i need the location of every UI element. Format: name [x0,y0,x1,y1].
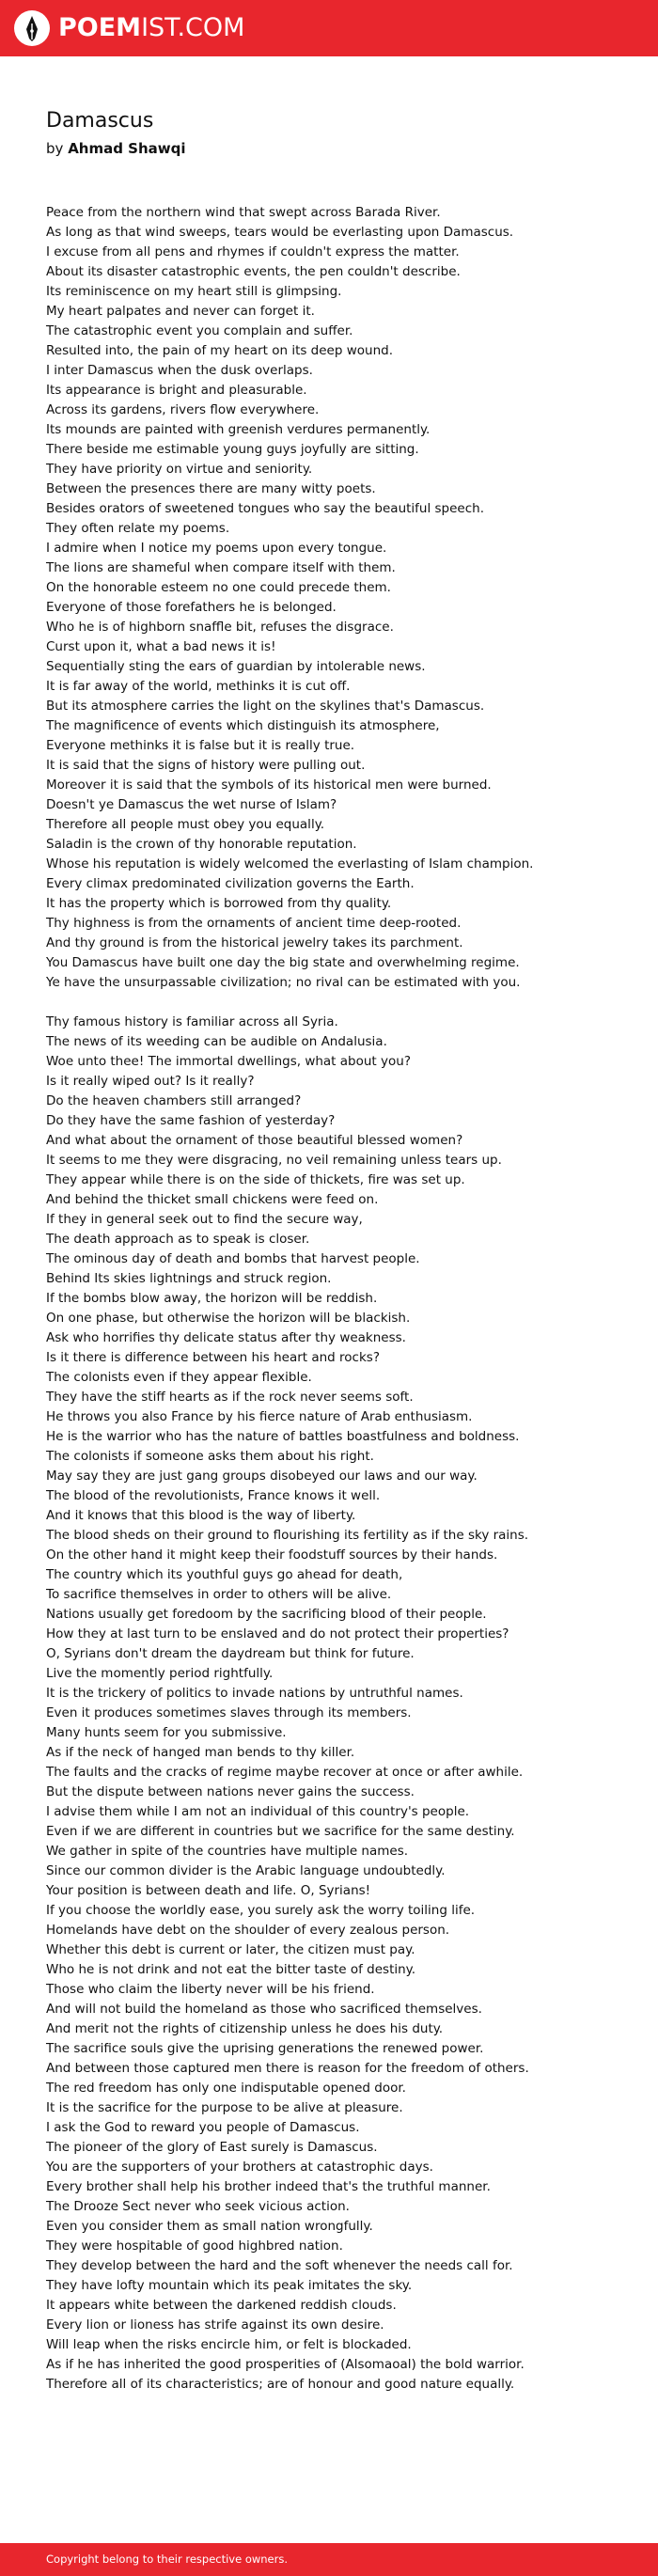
poem-line: Even you consider them as small nation wrongfully. [46,2219,373,2234]
poem-line: Behind Its skies lightnings and struck region. [46,1271,332,1286]
poem-line: Its reminiscence on my heart still is glimpsing. [46,284,342,299]
poem-line: Whether this debt is current or later, the citizen must pay. [46,1942,415,1957]
poem-line: My heart palpates and never can forget it. [46,304,315,319]
poem-line: Your position is between death and life. O, Syrians! [46,1883,371,1898]
poem-line: Moreover it is said that the symbols of its historical men were burned. [46,778,492,793]
poem-line: I admire when I notice my poems upon every tongue. [46,541,387,556]
poem-line: They have priority on virtue and seniority. [46,462,313,477]
poem-line: The Drooze Sect never who seek vicious action. [46,2199,350,2214]
copyright-text: Copyright belong to their respective owners. [46,2552,289,2566]
poem-line: Is it really wiped out? Is it really? [46,1074,255,1089]
poem-line: The country which its youthful guys go ahead for death, [46,1567,403,1582]
poem-line: The ominous day of death and bombs that harvest people. [46,1251,420,1266]
poem-line: Live the momently period rightfully. [46,1666,274,1681]
poem-line: Saladin is the crown of thy honorable reputation. [46,837,357,852]
poem-line: Homelands have debt on the shoulder of every zealous person. [46,1923,450,1938]
poem-line: But its atmosphere carries the light on the skylines that's Damascus. [46,699,485,714]
poem-line: Across its gardens, rivers flow everywhere. [46,402,320,417]
poem-line: Even it produces sometimes slaves through its members. [46,1705,412,1720]
poem-line: Sequentially sting the ears of guardian by intolerable news. [46,659,426,674]
poem-line: On the other hand it might keep their foodstuff sources by their hands. [46,1547,498,1563]
poem-line: The red freedom has only one indisputable opened door. [46,2081,406,2096]
poem-line: The faults and the cracks of regime maybe recover at once or after awhile. [46,1765,524,1780]
poem-line: Every brother shall help his brother indeed that's the truthful manner. [46,2179,491,2194]
poem-line: As if the neck of hanged man bends to thy killer. [46,1745,355,1760]
poem-line: How they at last turn to be enslaved and do not protect their properties? [46,1626,509,1641]
poem-line: Those who claim the liberty never will be his friend. [46,1982,375,1997]
poem-line: He throws you also France by his fierce nature of Arab enthusiasm. [46,1409,473,1424]
site-header [0,0,658,56]
poem-line: Peace from the northern wind that swept across Barada River. [46,205,441,220]
poem-line: Ask who horrifies thy delicate status after thy weakness. [46,1330,406,1345]
poem-line: They have lofty mountain which its peak imitates the sky. [46,2278,413,2293]
poem-line: The blood sheds on their ground to flourishing its fertility as if the sky rains. [46,1528,529,1543]
poem-line: The news of its weeding can be audible on Andalusia. [46,1034,387,1049]
poem-line: Besides orators of sweetened tongues who say the beautiful speech. [46,501,485,516]
poem-line: And what about the ornament of those beautiful blessed women? [46,1133,463,1148]
poem-line: The magnificence of events which distinguish its atmosphere, [46,718,440,733]
poem-line: Is it there is difference between his heart and rocks? [46,1350,380,1365]
poem-line: Every lion or lioness has strife against its own desire. [46,2317,384,2333]
poem-line: Resulted into, the pain of my heart on its deep wound. [46,343,394,358]
poem-line: O, Syrians don't dream the daydream but think for future. [46,1646,415,1661]
poem-line: And will not build the homeland as those who sacrificed themselves. [46,2002,482,2017]
poem-line: The colonists even if they appear flexible. [46,1370,312,1385]
poem-line: Curst upon it, what a bad news it is! [46,639,276,654]
poem-line: They appear while there is on the side of thickets, fire was set up. [46,1172,465,1187]
by-label: by [46,140,64,157]
poem-line: On one phase, but otherwise the horizon will be blackish. [46,1311,411,1326]
poem-line: Do the heaven chambers still arranged? [46,1093,302,1108]
poem-line: And merit not the rights of citizenship unless he does his duty. [46,2021,444,2036]
poem-line: It is said that the signs of history were pulling out. [46,758,366,773]
poem-line: They were hospitable of good highbred nation. [46,2238,343,2254]
poem-line: You Damascus have built one day the big state and overwhelming regime. [46,955,520,970]
logo-rest-text: IST.COM [141,13,245,42]
poem-line: The colonists if someone asks them about his right. [46,1449,374,1464]
poem-line: They often relate my poems. [46,521,230,536]
poem-line: Since our common divider is the Arabic language undoubtedly. [46,1863,446,1878]
poem-line: Whose his reputation is widely welcomed the everlasting of Islam champion. [46,856,534,872]
poem-line: As if he has inherited the good prosperities of (Alsomaoal) the bold warrior. [46,2357,525,2372]
poem-line: I ask the God to reward you people of Damascus. [46,2120,360,2135]
byline [46,139,186,158]
poem-line: I advise them while I am not an individual of this country's people. [46,1804,470,1819]
poem-line: Everyone of those forefathers he is belonged. [46,600,337,615]
poem-line: To sacrifice themselves in order to others will be alive. [46,1587,392,1602]
site-footer [0,2543,658,2576]
poem-line: He is the warrior who has the nature of battles boastfulness and boldness. [46,1429,520,1444]
poem-line: Nations usually get foredoom by the sacrificing blood of their people. [46,1607,487,1622]
poem-line: The catastrophic event you complain and suffer. [46,323,353,338]
logo-bold-text: POEM [58,13,142,42]
author-name[interactable]: Ahmad Shawqi [68,140,186,157]
poem-line: Its appearance is bright and pleasurable. [46,383,307,398]
poem-line: Ye have the unsurpassable civilization; no rival can be estimated with you. [46,975,521,990]
poem-line: You are the supporters of your brothers at catastrophic days. [46,2160,433,2175]
poem-line: It seems to me they were disgracing, no veil remaining unless tears up. [46,1153,502,1168]
poem-line: Who he is of highborn snaffle bit, refuses the disgrace. [46,620,394,635]
poem-line: If the bombs blow away, the horizon will be reddish. [46,1291,378,1306]
quill-pen-icon[interactable] [14,10,50,46]
poem-title: Damascus [46,109,154,133]
poem-line: And behind the thicket small chickens were feed on. [46,1192,379,1207]
poem-line: Every climax predominated civilization governs the Earth. [46,876,415,891]
poem-line: Thy famous history is familiar across all Syria. [46,1014,338,1029]
poem-line: I inter Damascus when the dusk overlaps. [46,363,313,378]
poem-line: They have the stiff hearts as if the rock never seems soft. [46,1390,414,1405]
poem-line: The blood of the revolutionists, France knows it well. [46,1488,381,1503]
poem-line: Its mounds are painted with greenish verdures permanently. [46,422,431,437]
poem-line: They develop between the hard and the soft whenever the needs call for. [46,2258,513,2273]
poem-line: As long as that wind sweeps, tears would be everlasting upon Damascus. [46,225,514,240]
site-logo[interactable] [58,12,244,44]
poem-line: Doesn't ye Damascus the wet nurse of Islam? [46,797,337,812]
poem-line: Even if we are different in countries but we sacrifice for the same destiny. [46,1824,515,1839]
poem-line: It is the trickery of politics to invade nations by untruthful names. [46,1686,463,1701]
poem-line: It has the property which is borrowed from thy quality. [46,896,392,911]
poem-line: The lions are shameful when compare itself with them. [46,560,396,575]
poem-line: We gather in spite of the countries have multiple names. [46,1844,409,1859]
poem-line: Will leap when the risks encircle him, or felt is blockaded. [46,2337,412,2352]
poem-line: Who he is not drink and not eat the bitter taste of destiny. [46,1962,416,1977]
poem-line: If they in general seek out to find the secure way, [46,1212,363,1227]
poem-line: It is the sacrifice for the purpose to be alive at pleasure. [46,2100,403,2115]
poem-line: About its disaster catastrophic events, the pen couldn't describe. [46,264,461,279]
stanza-gap [46,993,572,1013]
poem-line: I excuse from all pens and rhymes if couldn't express the matter. [46,244,460,259]
poem-line: There beside me estimable young guys joyfully are sitting. [46,442,419,457]
poem-line: Therefore all people must obey you equally. [46,817,325,832]
poem-line: Do they have the same fashion of yesterday? [46,1113,336,1128]
poem-line: Everyone methinks it is false but it is really true. [46,738,355,753]
poem-line: Between the presences there are many witty poets. [46,481,376,496]
poem-line: But the dispute between nations never gains the success. [46,1784,415,1799]
poem-line: Many hunts seem for you submissive. [46,1725,287,1740]
poem-line: On the honorable esteem no one could precede them. [46,580,391,595]
poem-line: And thy ground is from the historical jewelry takes its parchment. [46,935,463,950]
poem-line: Therefore all of its characteristics; are of honour and good nature equally. [46,2377,515,2392]
poem-line: The sacrifice souls give the uprising generations the renewed power. [46,2041,484,2056]
poem-line: May say they are just gang groups disobeyed our laws and our way. [46,1469,478,1484]
poem-line: And between those captured men there is reason for the freedom of others. [46,2061,529,2076]
poem-line: The pioneer of the glory of East surely is Damascus. [46,2140,378,2155]
poem-line: It appears white between the darkened reddish clouds. [46,2298,397,2313]
poem-line: If you choose the worldly ease, you surely ask the worry toiling life. [46,1903,476,1918]
poem-line: Woe unto thee! The immortal dwellings, what about you? [46,1054,411,1069]
poem-line: Thy highness is from the ornaments of ancient time deep-rooted. [46,916,462,931]
poem-line: The death approach as to speak is closer. [46,1232,310,1247]
poem-line: And it knows that this blood is the way of liberty. [46,1508,356,1523]
poem-body [46,203,572,2395]
poem-line: It is far away of the world, methinks it is cut off. [46,679,351,694]
